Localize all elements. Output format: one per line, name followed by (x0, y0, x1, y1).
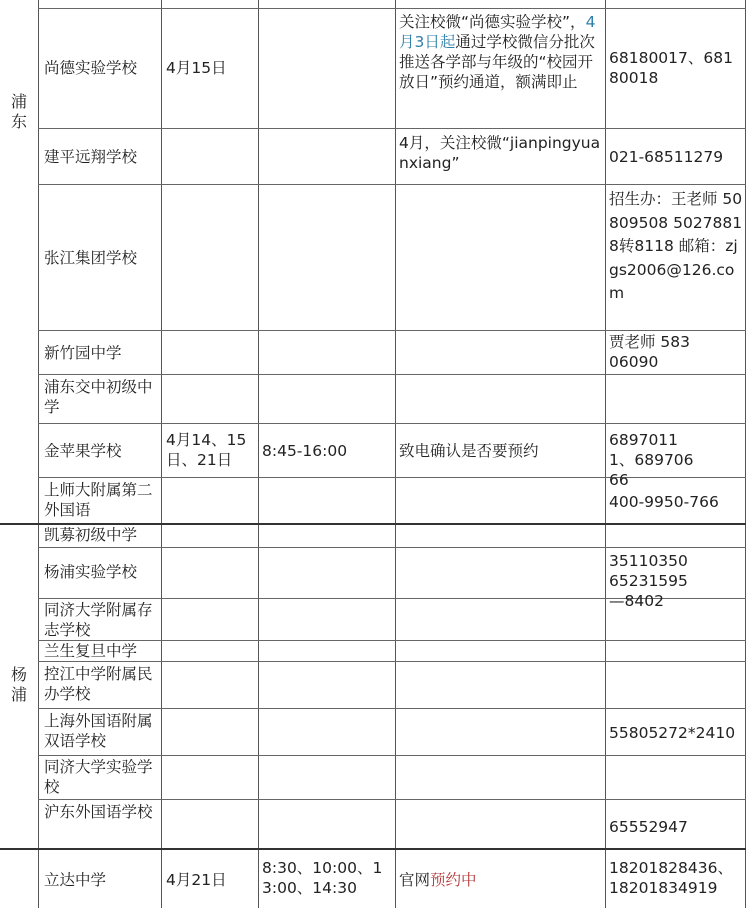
school-name: 上海外国语附属双语学校 (44, 712, 153, 750)
school-name: 上师大附属第二外国语 (44, 481, 153, 519)
contact-info: 招生办：王老师 50809508 50278818转8118 邮箱：zjgs2006@126.com (609, 190, 743, 302)
grid-line (38, 374, 746, 375)
school-name: 金苹果学校 (44, 442, 122, 460)
grid-line (161, 0, 162, 908)
open-time: 8:30、10:00、13:00、14:30 (262, 859, 383, 897)
district-char: 杨 (10, 665, 27, 684)
grid-line (38, 184, 746, 185)
grid-line (38, 128, 746, 129)
school-name: 建平远翔学校 (44, 148, 138, 166)
contact-info: 贾老师 58306090 (609, 333, 691, 371)
school-name: 新竹园中学 (44, 344, 122, 362)
school-name: 张江集团学校 (44, 249, 138, 267)
district-yangpu (4, 665, 34, 705)
note-text: 通过学校微信分批次推送各学部与年级的“校园开放日”预约通道，额满即止 (399, 33, 595, 91)
note-text: 关注校微“尚德实验学校”， (399, 13, 586, 31)
note-text: 官网 (399, 871, 431, 889)
school-name: 兰生复旦中学 (44, 642, 138, 660)
school-name: 沪东外国语学校 (44, 803, 153, 821)
contact-info: 68180017、68180018 (609, 49, 733, 87)
contact-info: 68970111、68970666 (609, 431, 694, 489)
school-name: 浦东交中初级中学 (44, 378, 153, 416)
booking-note (399, 870, 604, 890)
open-date: 4月15日 (166, 59, 227, 77)
school-name: 尚德实验学校 (44, 59, 138, 77)
grid-line (38, 0, 39, 908)
school-name: 同济大学附属存志学校 (44, 601, 153, 639)
school-name: 杨浦实验学校 (44, 563, 138, 581)
district-char: 浦 (10, 92, 27, 111)
contact-info: 021-68511279 (609, 148, 724, 166)
open-date: 4月21日 (166, 871, 227, 889)
booking-note (399, 8, 604, 128)
contact-info: 35110350 65231595—8402 (609, 552, 688, 610)
grid-line (258, 0, 259, 908)
contact-info: 65552947 (609, 818, 688, 836)
grid-line (38, 799, 746, 800)
grid-line (38, 330, 746, 331)
contact-info: 18201828436、18201834919 (609, 859, 733, 897)
grid-line (38, 8, 746, 9)
district-char: 东 (10, 112, 27, 131)
note-highlight: 4月3日起 (399, 13, 596, 51)
district-pudong (4, 92, 34, 132)
open-date: 4月14、15日、21日 (166, 431, 247, 469)
open-time: 8:45-16:00 (262, 442, 348, 460)
district-char: 浦 (10, 685, 27, 704)
school-name: 同济大学实验学校 (44, 758, 153, 796)
school-name: 凯募初级中学 (44, 526, 138, 544)
grid-line (38, 661, 746, 662)
grid-line (38, 708, 746, 709)
grid-line (395, 0, 396, 908)
district-divider (0, 848, 746, 850)
school-name: 控江中学附属民办学校 (44, 665, 153, 703)
grid-line (745, 0, 746, 908)
grid-line (38, 547, 746, 548)
contact-extension (609, 551, 745, 597)
contact-info: 55805272*2410 (609, 724, 736, 742)
booking-note: 4月，关注校微“jianpingyuanxiang” (399, 134, 601, 172)
contact-info: 400-9950-766 (609, 493, 719, 511)
grid-line (38, 423, 746, 424)
school-name: 立达中学 (44, 871, 107, 889)
booking-note: 致电确认是否要预约 (399, 442, 539, 460)
grid-line (605, 0, 606, 908)
note-highlight: 预约中 (430, 871, 477, 889)
grid-line (38, 755, 746, 756)
